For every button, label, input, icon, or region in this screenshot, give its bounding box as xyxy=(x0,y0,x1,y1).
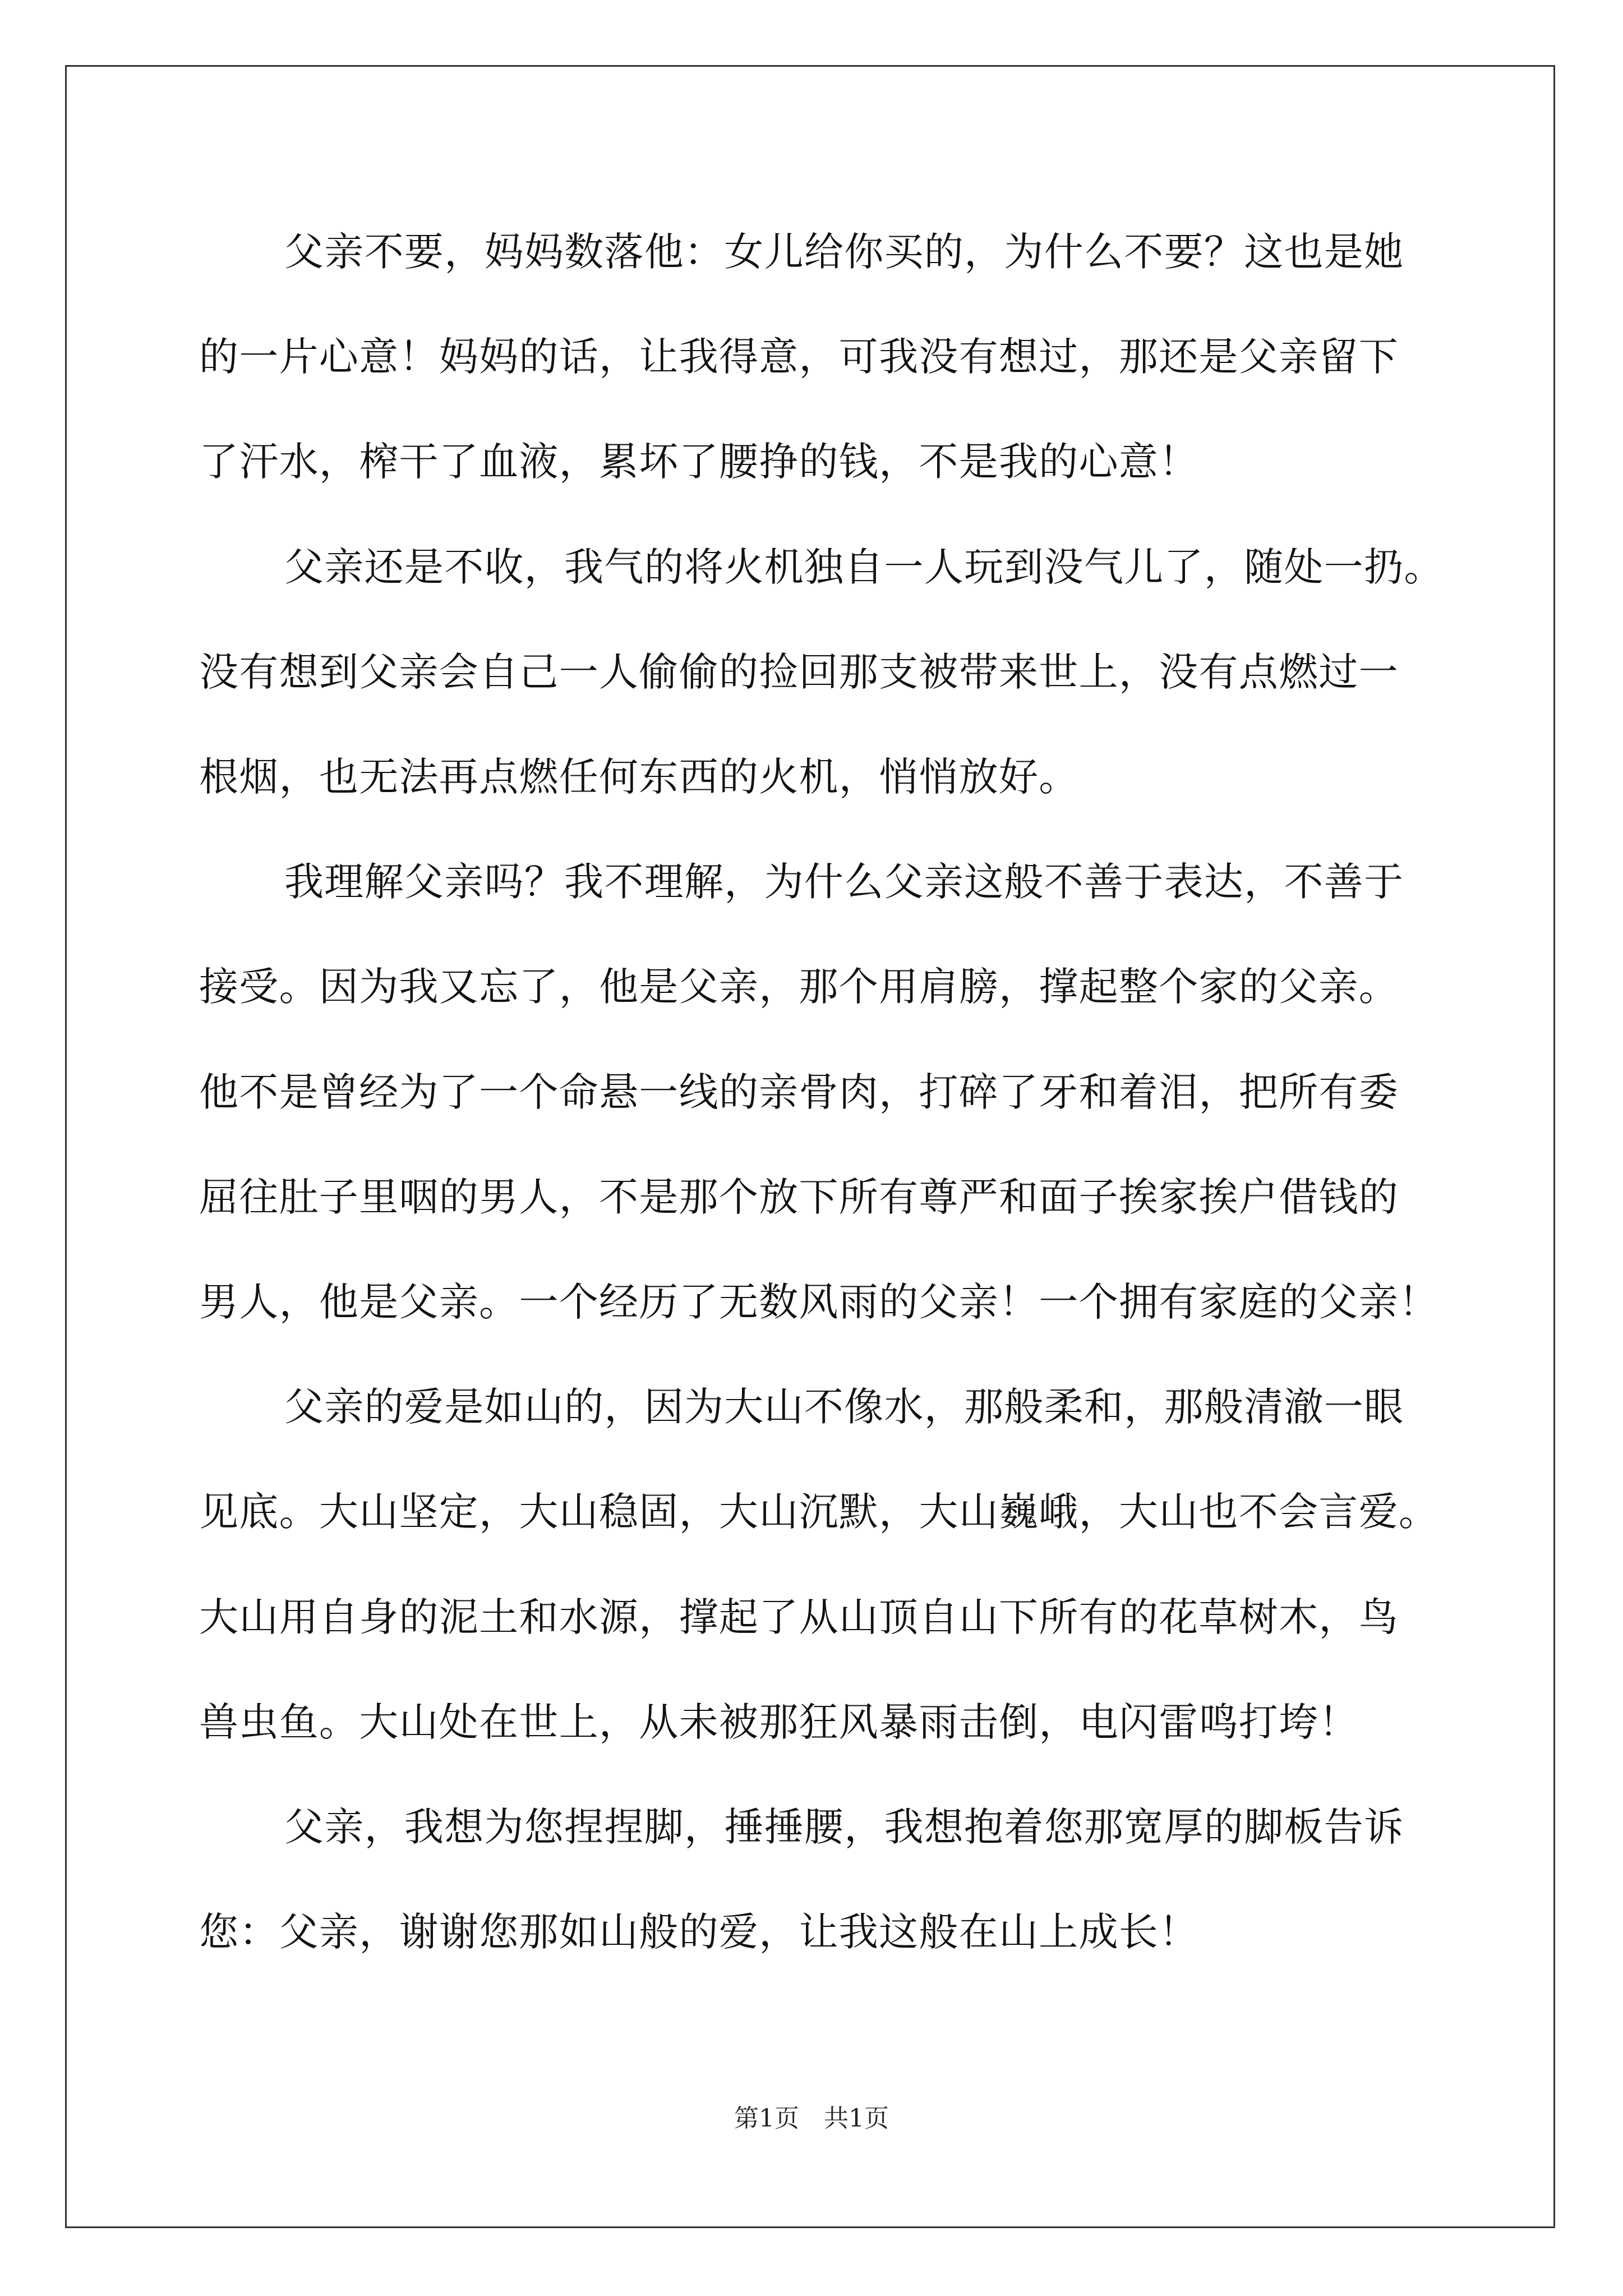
text-line: 男人，他是父亲。一个经历了无数风雨的父亲！一个拥有家庭的父亲！ xyxy=(199,1279,1439,1325)
text-line: 的一片心意！妈妈的话，让我得意，可我没有想过，那还是父亲留下 xyxy=(199,334,1399,380)
text-line: 父亲，我想为您捏捏脚，捶捶腰，我想抱着您那宽厚的脚板告诉 xyxy=(284,1804,1404,1850)
text-line: 屈往肚子里咽的男人，不是那个放下所有尊严和面子挨家挨户借钱的 xyxy=(199,1174,1399,1220)
text-line: 根烟，也无法再点燃任何东西的火机，悄悄放好。 xyxy=(199,754,1079,800)
text-line: 大山用自身的泥土和水源，撑起了从山顶自山下所有的花草树木，鸟 xyxy=(199,1594,1399,1640)
text-line: 接受。因为我又忘了，他是父亲，那个用肩膀，撑起整个家的父亲。 xyxy=(199,964,1399,1010)
text-line: 父亲不要，妈妈数落他：女儿给你买的，为什么不要？这也是她 xyxy=(284,229,1404,275)
text-line: 兽虫鱼。大山处在世上，从未被那狂风暴雨击倒，电闪雷鸣打垮！ xyxy=(199,1699,1359,1745)
text-line: 他不是曾经为了一个命悬一线的亲骨肉，打碎了牙和着泪，把所有委 xyxy=(199,1069,1399,1115)
page-border xyxy=(65,65,1555,2228)
text-line: 父亲还是不收，我气的将火机独自一人玩到没气儿了，随处一扔。 xyxy=(284,544,1444,590)
text-line: 您：父亲，谢谢您那如山般的爱，让我这般在山上成长！ xyxy=(199,1909,1199,1955)
page-number-footer: 第1页 共1页 xyxy=(734,2104,889,2133)
text-line: 没有想到父亲会自己一人偷偷的捡回那支被带来世上，没有点燃过一 xyxy=(199,649,1399,695)
text-line: 见底。大山坚定，大山稳固，大山沉默，大山巍峨，大山也不会言爱。 xyxy=(199,1489,1439,1535)
text-line: 父亲的爱是如山的，因为大山不像水，那般柔和，那般清澈一眼 xyxy=(284,1384,1404,1430)
text-line: 了汗水，榨干了血液，累坏了腰挣的钱，不是我的心意！ xyxy=(199,439,1199,485)
text-line: 我理解父亲吗？我不理解，为什么父亲这般不善于表达，不善于 xyxy=(284,859,1404,905)
